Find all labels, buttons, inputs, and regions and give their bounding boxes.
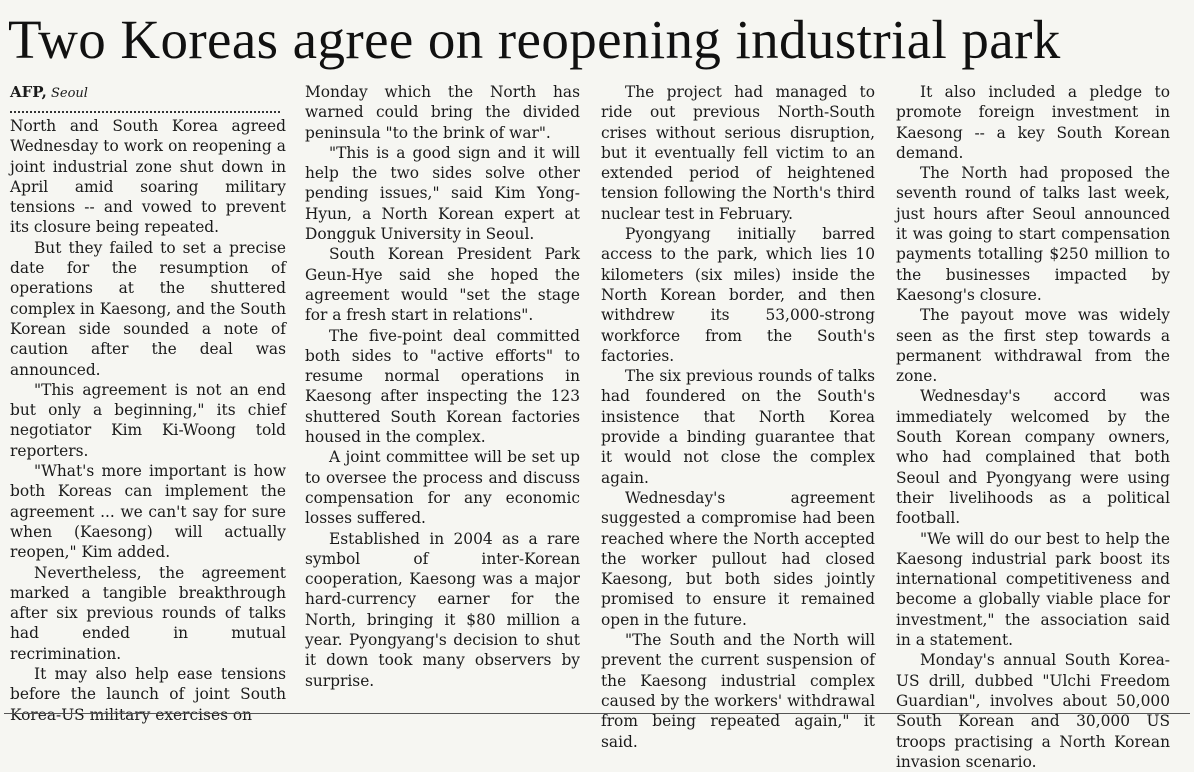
headline: Two Koreas agree on reopening industrial park bbox=[8, 9, 1061, 70]
article-column-3 bbox=[601, 82, 875, 751]
article-column-1 bbox=[10, 82, 286, 724]
article-column-4 bbox=[896, 82, 1170, 771]
paragraph: The five-point deal committed both sides to "active efforts" to resume normal operations in Kaesong after inspecting the 123 shuttered South Korean factories housed in the complex. bbox=[305, 326, 580, 447]
byline-city: Seoul bbox=[51, 86, 88, 101]
byline bbox=[10, 84, 286, 102]
paragraph: Nevertheless, the agreement marked a tangible breakthrough after six previous rounds of talks had ended in mutual recrimination. bbox=[10, 563, 286, 663]
paragraph: A joint committee will be set up to oversee the process and discuss compensation for any economic losses suffered. bbox=[305, 448, 580, 528]
paragraph: "What's more important is how both Koreas can implement the agreement ... we can't say for sure when (Kaesong) will actually reopen," Kim added. bbox=[10, 462, 286, 562]
paragraph: "The South and the North will prevent the current suspension of the Kaesong industrial complex caused by the workers' withdrawal from being repeated again," it said. bbox=[601, 631, 875, 751]
paragraph: It may also help ease tensions before the launch of joint South Korea-US military exercises on bbox=[10, 665, 286, 724]
paragraph: Wednesday's accord was immediately welcomed by the South Korean company owners, who had complained that both Seoul and Pyongyang were using their livelihoods as a political football. bbox=[896, 387, 1170, 528]
paragraph: The payout move was widely seen as the first step towards a permanent withdrawal from the zone. bbox=[896, 306, 1170, 386]
paragraph: The project had managed to ride out previous North-South crises without serious disruption, but it eventually fell victim to an extended period of heightened tension following the North's third nuclear test in February. bbox=[601, 83, 875, 223]
paragraph: Monday's annual South Korea-US drill, dubbed "Ulchi Freedom Guardian", involves about 50,000 South Korean and 30,000 US troops practising a North Korean invasion scenario. bbox=[896, 651, 1170, 771]
byline-agency: AFP, bbox=[10, 83, 47, 101]
paragraph: The North had proposed the seventh round of talks last week, just hours after Seoul announced it was going to start compensation payments totalling $250 million to the businesses impacted by Kaesong's closure. bbox=[896, 164, 1170, 304]
dotted-divider bbox=[10, 111, 280, 113]
bottom-rule bbox=[4, 713, 1190, 714]
paragraph: South Korean President Park Geun-Hye said she hoped the agreement would "set the stage for a fresh start in relations". bbox=[305, 245, 580, 325]
paragraph: "This is a good sign and it will help the two sides solve other pending issues," said Kim Yong-Hyun, a North Korean expert at Dongguk University in Seoul. bbox=[305, 143, 580, 244]
paragraph: But they failed to set a precise date for the resumption of operations at the shuttered complex in Kaesong, and the South Korean side sounded a note of caution after the deal was announced. bbox=[10, 238, 286, 379]
paragraph: Established in 2004 as a rare symbol of inter-Korean cooperation, Kaesong was a major hard-currency earner for the North, bringing it $80 million a year. Pyongyang's decision to shut it down took many observers by surprise. bbox=[305, 529, 580, 690]
paragraph: It also included a pledge to promote foreign investment in Kaesong -- a key South Korean demand. bbox=[896, 83, 1170, 162]
paragraph: The six previous rounds of talks had foundered on the South's insistence that North Korea provide a binding guarantee that it would not close the complex again. bbox=[601, 367, 875, 487]
paragraph: Wednesday's agreement suggested a compromise had been reached where the North accepted the worker pullout had closed Kaesong, but both sides jointly promised to ensure it remained open in the future. bbox=[601, 488, 875, 629]
paragraph: Monday which the North has warned could bring the divided peninsula "to the brink of war". bbox=[305, 83, 580, 142]
paragraph: Pyongyang initially barred access to the park, which lies 10 kilometers (six miles) inside the North Korean border, and then withdrew its 53,000-strong workforce from the South's factories. bbox=[601, 225, 875, 365]
paragraph: "We will do our best to help the Kaesong industrial park boost its international competitiveness and become a globally viable place for investment," the association said in a statement. bbox=[896, 529, 1170, 650]
paragraph: "This agreement is not an end but only a beginning," its chief negotiator Kim Ki-Woong told reporters. bbox=[10, 380, 286, 460]
paragraph: North and South Korea agreed Wednesday to work on reopening a joint industrial zone shut down in April amid soaring military tensions -- and vowed to prevent its closure being repeated. bbox=[10, 117, 286, 237]
article-column-2 bbox=[305, 82, 580, 702]
